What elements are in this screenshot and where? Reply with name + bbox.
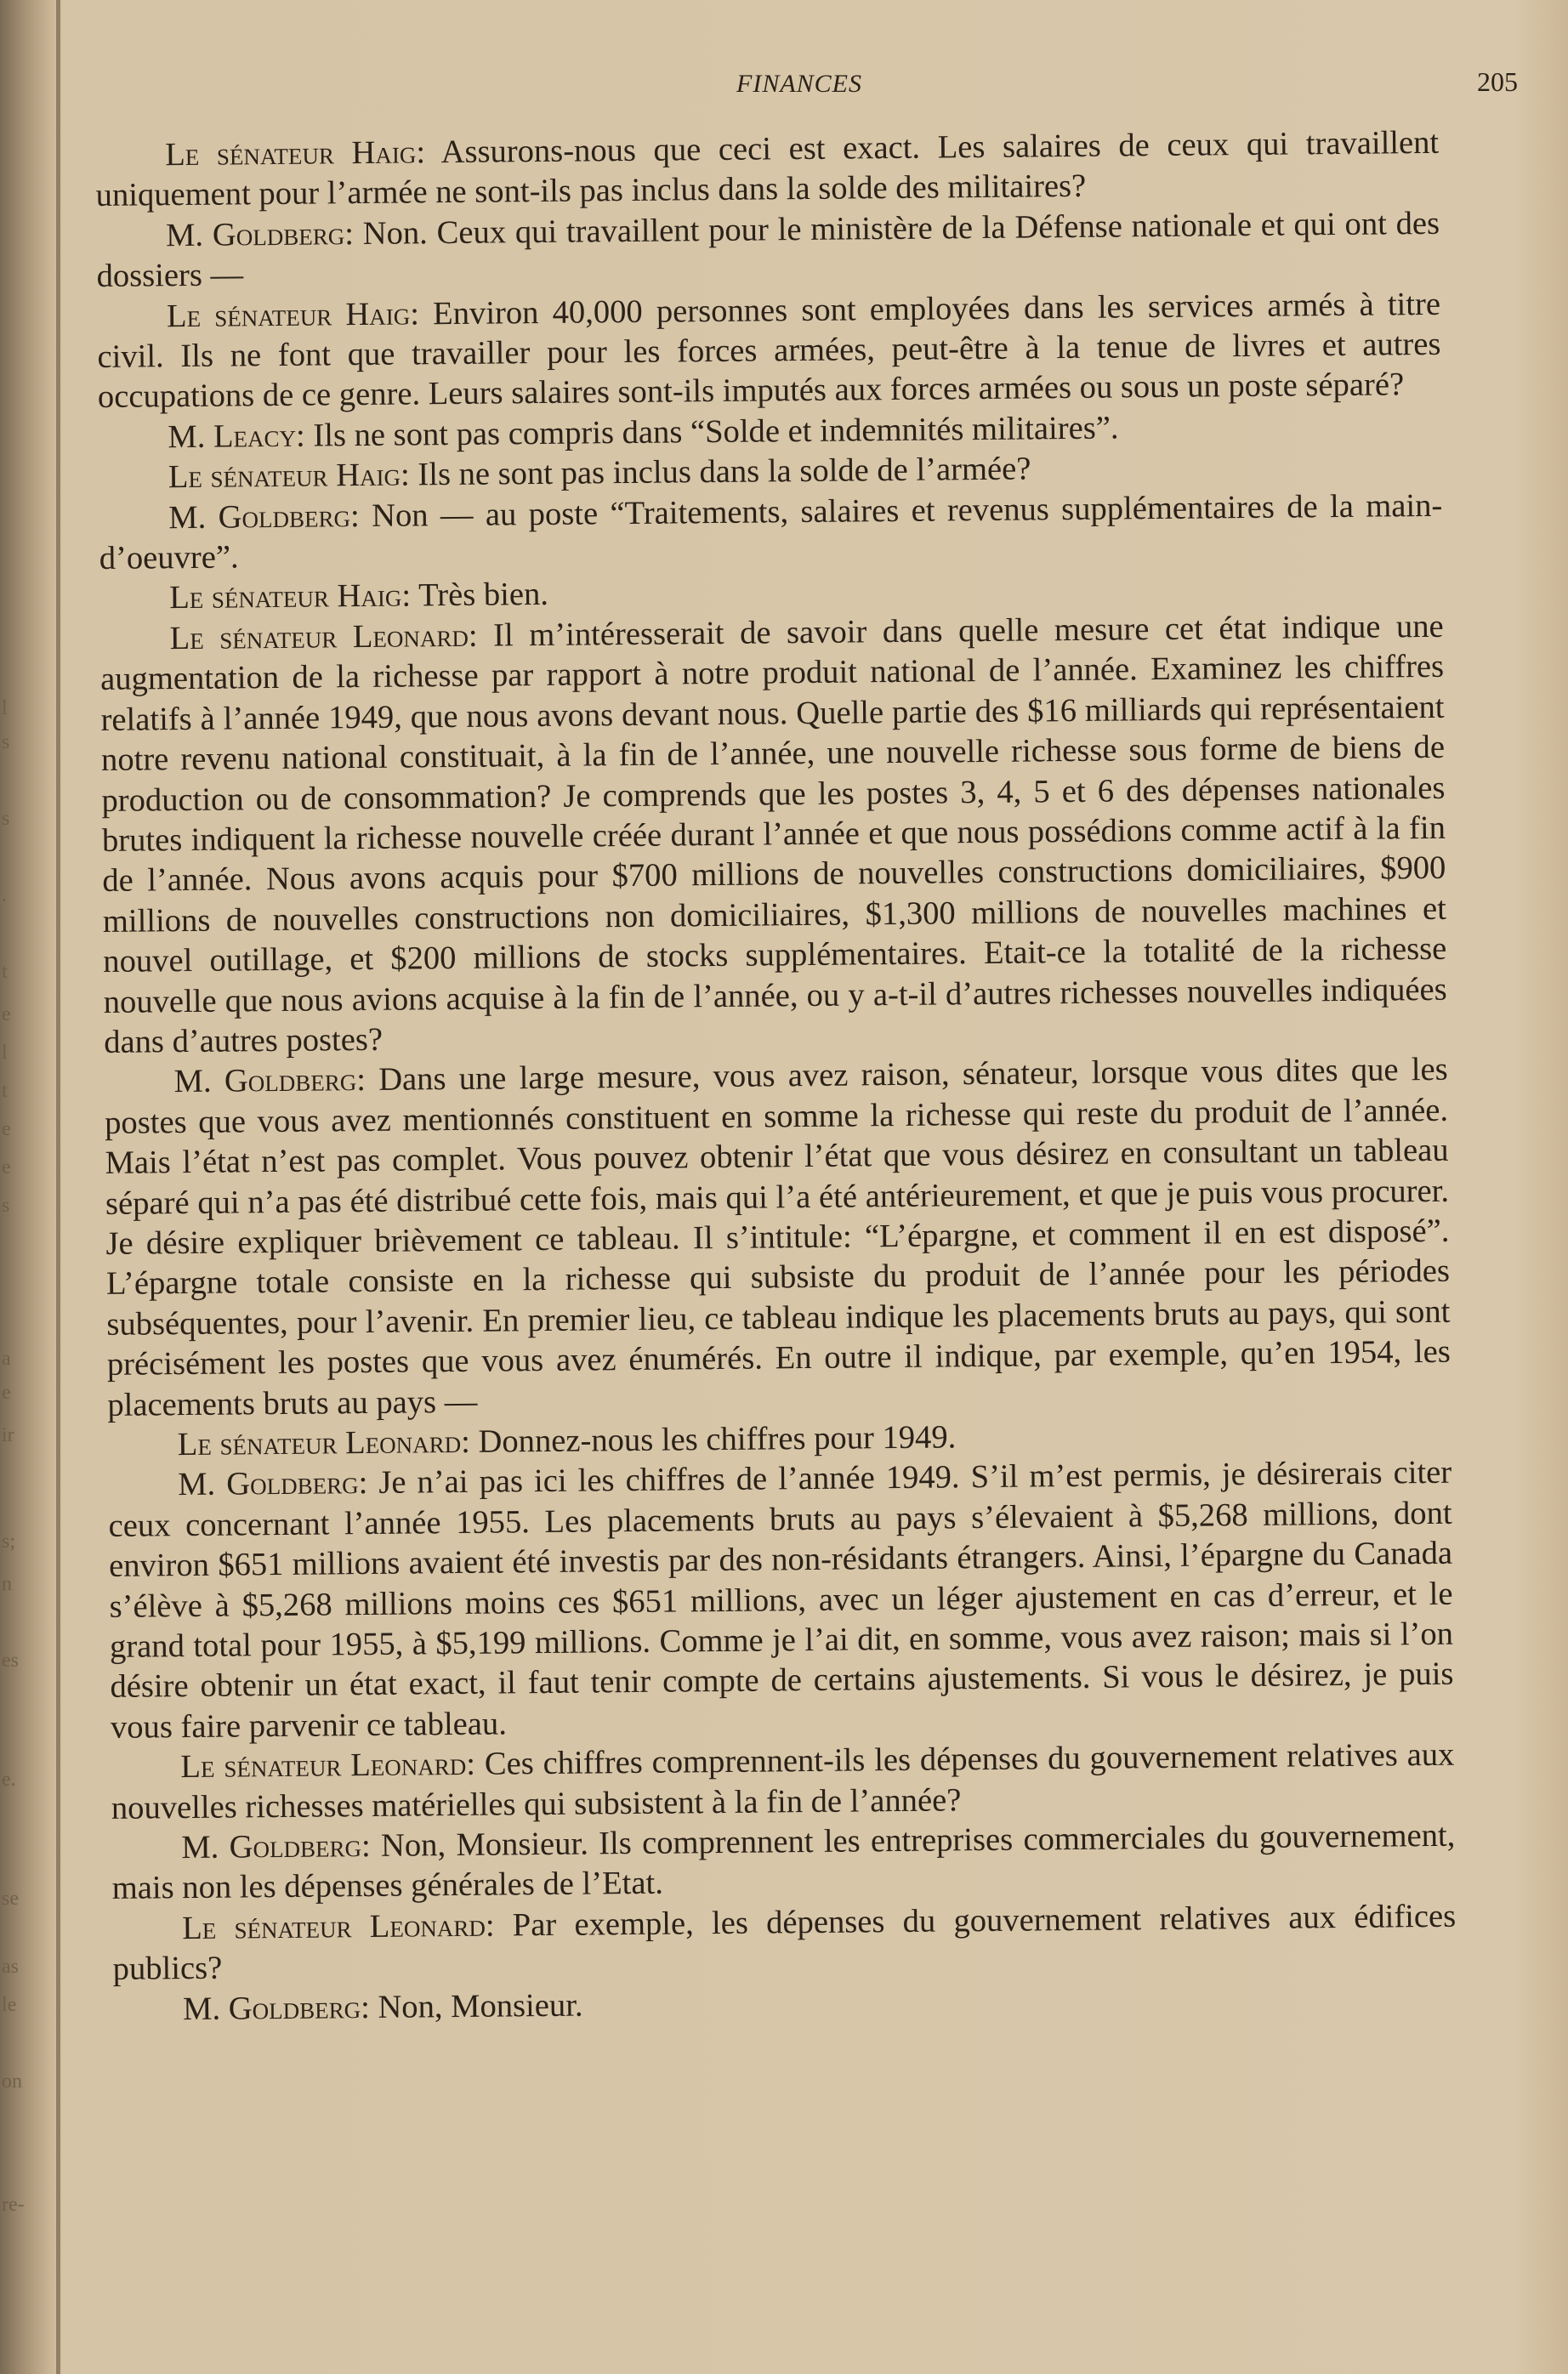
running-head: FINANCES xyxy=(736,70,862,98)
margin-fragment: l xyxy=(2,697,8,719)
margin-fragment: as xyxy=(2,1956,19,1978)
paragraph-text: Non, Monsieur. Ils comprennent les entreprises commerciales du gouvernement, mais non les dépenses générales de l’Etat. xyxy=(111,1817,1456,1907)
paragraph-text: Ils ne sont pas inclus dans la solde de l’armée? xyxy=(409,451,1031,493)
margin-fragment: t xyxy=(2,961,8,983)
body-text xyxy=(95,123,1457,2030)
paragraph xyxy=(111,1816,1456,1910)
binding-gutter xyxy=(56,0,60,2374)
paragraph xyxy=(108,1453,1454,1748)
paragraph-text: Donnez-nous les chiffres pour 1949. xyxy=(469,1419,957,1460)
paragraph xyxy=(99,607,1447,1064)
paragraph-text: Il m’intéresserait de savoir dans quelle mesure cet état indique une augmentation de la richesse par rapport à notre produit national de l’année. Examinez les chiffres relatifs à l’année 1949, que nous avons devant nous. Quelle partie des $16 milliards qui représentaient notre revenu national constituait, à la fin de l’année, une nouvelle richesse sous forme de biens de production ou de consommation? Je comprends que les postes 3, 4, 5 et 6 des dépenses nationales brutes indiquent la richesse nouvelle créée durant l’année et que nous possédions comme actif à la fin de l’année. Nous avons acquis pour $700 millions de nouvelles constructions domiciliaires, $900 millions de nouvelles constructions non domiciliaires, $1,300 millions de nouvelles machines et nouvel outillage, et $200 millions de stocks supplémentaires. Etait-ce la totalité de la richesse nouvelle que nous avions acquise à la fin de l’année, ou y a-t-il d’autres richesses nouvelles indiquées dans d’autres postes? xyxy=(99,608,1447,1060)
speaker-name: Le sénateur Leonard: xyxy=(177,1423,471,1463)
margin-fragment: on xyxy=(2,2070,22,2093)
paragraph xyxy=(95,123,1440,217)
paragraph xyxy=(97,284,1441,417)
page-header xyxy=(85,66,1518,100)
margin-fragment: e xyxy=(2,1003,11,1025)
page-number: 205 xyxy=(1477,66,1518,97)
margin-fragment: s; xyxy=(2,1531,16,1553)
speaker-name: Le sénateur Haig: xyxy=(166,295,420,334)
paragraph-text: Ils ne sont pas compris dans “Solde et indemnités militaires”. xyxy=(304,410,1119,454)
paragraph-text: Très bien. xyxy=(410,576,549,614)
speaker-name: Le sénateur Leonard: xyxy=(169,617,478,657)
margin-fragment: l xyxy=(2,1042,8,1064)
margin-fragment: s xyxy=(2,1195,10,1217)
margin-fragment: es xyxy=(2,1650,19,1672)
margin-fragment: se xyxy=(2,1888,19,1910)
paragraph xyxy=(99,486,1443,579)
margin-fragment: le xyxy=(2,1994,17,2016)
speaker-name: M. Goldberg: xyxy=(165,215,355,254)
margin-fragment: re- xyxy=(2,2194,25,2216)
paragraph-text: Dans une large mesure, vous avez raison, sénateur, lorsque vous dites que les postes que vous avez mentionnés constituent en somme la richesse qui reste du produit de l’année. Mais l’état n’est pas complet. Vous pouvez obtenir l’état que vous désirez en consultant un tableau séparé qui n’a pas été distribué cette fois, mais qui l’a été antérieurement, et que je puis vous procurer. Je désire expliquer brièvement ce tableau. Il s’intitule: “L’épargne, et comment il en est disposé”. L’épargne totale consiste en la richesse qui subsiste du produit de l’année pour les périodes subséquentes, pour l’avenir. En premier lieu, ce tableau indique les placements bruts au pays, qui sont précisément les postes que vous avez énumérés. En outre il indique, par exemple, qu’en 1954, les placements bruts au pays — xyxy=(104,1052,1452,1423)
margin-fragment: e xyxy=(2,1156,11,1178)
speaker-name: M. Goldberg: xyxy=(168,497,360,536)
speaker-name: Le sénateur Haig: xyxy=(165,134,426,173)
margin-fragment: s xyxy=(2,808,10,830)
margin-fragment: e. xyxy=(2,1769,16,1791)
paragraph-text: Assurons-nous que ceci est exact. Les salaires de ceux qui travaillent uniquement pour l’armée ne sont-ils pas inclus dans la solde des militaires? xyxy=(95,124,1440,214)
paragraph-text: Par exemple, les dépenses du gouvernement relatives aux édifices publics? xyxy=(112,1898,1457,1988)
speaker-name: M. Leacy: xyxy=(168,417,305,456)
paragraph-text: Environ 40,000 personnes sont employées dans les services armés à titre civil. Ils ne font que travailler pour les forces armées, peut-être à la tenue de livres et autres occupations de ce genre. Leurs salaires sont-ils imputés aux forces armées ou sous un poste séparé? xyxy=(97,286,1441,416)
margin-fragment: . xyxy=(2,884,7,906)
margin-fragment: s xyxy=(2,731,10,753)
margin-fragment: n xyxy=(2,1573,12,1595)
margin-fragment: ir xyxy=(2,1424,14,1446)
paragraph-text: Non — au poste “Traitements, salaires et revenus supplémentaires de la main-d’oeuvre”. xyxy=(99,487,1443,577)
paragraph xyxy=(96,204,1440,298)
margin-fragment: a xyxy=(2,1348,11,1370)
paragraph xyxy=(104,1050,1451,1426)
speaker-name: Le sénateur Leonard: xyxy=(182,1907,495,1946)
paragraph-text: Non, Monsieur. xyxy=(369,1987,583,2025)
speaker-name: M. Goldberg: xyxy=(182,1989,371,2027)
speaker-name: Le sénateur Haig: xyxy=(168,457,410,496)
margin-fragment: e xyxy=(2,1118,11,1140)
margin-fragment: t xyxy=(2,1080,8,1102)
speaker-name: Le sénateur Leonard: xyxy=(180,1746,476,1786)
paragraph xyxy=(112,1897,1457,1991)
paragraph xyxy=(111,1735,1455,1829)
margin-fragment: e xyxy=(2,1382,11,1404)
speaker-name: M. Goldberg: xyxy=(178,1465,368,1503)
paragraph-text: Je n’ai pas ici les chiffres de l’année 1949. S’il m’est permis, je désirerais citer ceux concernant l’année 1955. Les placements bruts au pays s’élevaient à $5,268 millions, dont environ $651 millions avaient été investis par des non-résidants étrangers. Ainsi, l’épargne du Canada s’élève à $5,268 millions moins ces $651 millions, avec un léger ajustement en cas d’erreur, et le grand total pour 1955, à $5,199 millions. Comme je l’ai dit, en somme, vous avez raison; mais si l’on désire obtenir un état exact, il faut tenir compte de certains ajustements. Si vous le désirez, je puis vous faire parvenir ce tableau. xyxy=(108,1455,1454,1746)
speaker-name: M. Goldberg: xyxy=(181,1828,371,1866)
speaker-name: M. Goldberg: xyxy=(173,1062,366,1100)
paragraph-text: Non. Ceux qui travaillent pour le ministère de la Défense nationale et qui ont des dossiers — xyxy=(96,205,1440,295)
speaker-name: Le sénateur Haig: xyxy=(169,577,412,616)
paragraph-text: Ces chiffres comprennent-ils les dépenses du gouvernement relatives aux nouvelles richesses matérielles qui subsistent à la fin de l’année? xyxy=(111,1736,1455,1826)
